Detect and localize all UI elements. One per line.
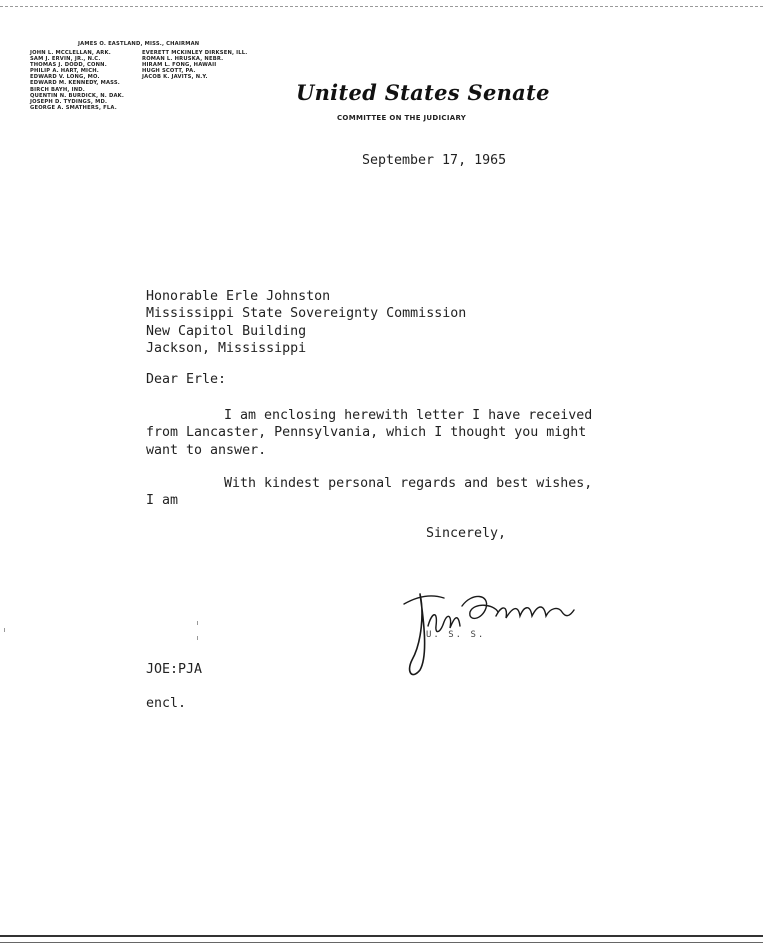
recipient-address	[146, 288, 466, 358]
salutation: Dear Erle:	[146, 372, 227, 387]
member-line: QUENTIN N. BURDICK, N. DAK.	[30, 92, 125, 99]
address-line: Mississippi State Sovereignty Commission	[146, 306, 467, 322]
member-line: PHILIP A. HART, MICH.	[30, 68, 99, 75]
committee-chairman	[78, 41, 199, 47]
paragraph-line: I am	[146, 493, 179, 509]
bottom-rule-secondary	[0, 942, 763, 943]
committee-members-right	[142, 50, 247, 80]
member-line: JACOB K. JAVITS, N.Y.	[142, 74, 208, 81]
bottom-rule	[0, 935, 763, 937]
scan-speck	[4, 628, 5, 632]
letterhead-title: United States Senate	[296, 80, 550, 105]
committee-members-left	[30, 50, 124, 111]
chairman-line: JAMES O. EASTLAND, MISS., CHAIRMAN	[78, 41, 200, 47]
signature-initials: U. S. S.	[426, 630, 486, 640]
scan-speck	[197, 636, 198, 640]
paragraph-line: With kindest personal regards and best wishes,	[224, 476, 593, 491]
address-line: New Capitol Building	[146, 323, 307, 339]
paragraph-line: from Lancaster, Pennsylvania, which I thought you might	[146, 425, 587, 441]
member-line: HUGH SCOTT, PA.	[142, 68, 196, 75]
member-line: EVERETT MCKINLEY DIRKSEN, ILL.	[142, 50, 248, 56]
member-line: ROMAN L. HRUSKA, NEBR.	[142, 56, 224, 63]
address-line: Honorable Erle Johnston	[146, 289, 331, 304]
letter-date: September 17, 1965	[362, 153, 507, 168]
reference-initials: JOE:PJA	[146, 662, 203, 677]
closing: Sincerely,	[426, 526, 507, 541]
top-dashed-border	[0, 6, 763, 7]
member-line: JOHN L. MCCLELLAN, ARK.	[30, 50, 111, 56]
enclosure-notation: encl.	[146, 696, 187, 711]
member-line: JOSEPH D. TYDINGS, MD.	[30, 98, 108, 105]
body-paragraph-2	[146, 475, 592, 510]
scan-speck	[197, 621, 198, 625]
member-line: BIRCH BAYH, IND.	[30, 86, 85, 93]
paragraph-line: want to answer.	[146, 442, 267, 458]
paragraph-line: I am enclosing herewith letter I have received	[224, 408, 593, 423]
member-line: THOMAS J. DODD, CONN.	[30, 62, 107, 69]
committee-name: COMMITTEE ON THE JUDICIARY	[337, 114, 467, 122]
address-line: Jackson, Mississippi	[146, 341, 307, 357]
member-line: SAM J. ERVIN, JR., N.C.	[30, 56, 101, 63]
member-line: HIRAM L. FONG, HAWAII	[142, 62, 217, 69]
member-line: GEORGE A. SMATHERS, FLA.	[30, 104, 117, 111]
member-line: EDWARD M. KENNEDY, MASS.	[30, 80, 120, 87]
body-paragraph-1	[146, 407, 592, 459]
member-line: EDWARD V. LONG, MO.	[30, 74, 100, 81]
